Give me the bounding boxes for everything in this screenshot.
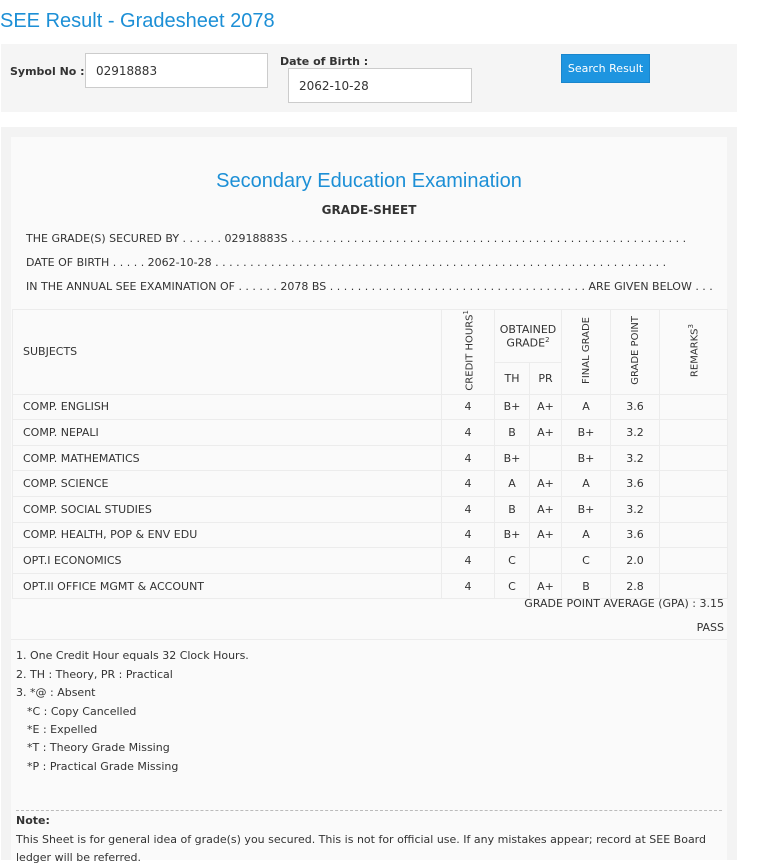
- th-cell: B+: [495, 522, 530, 548]
- remarks-cell: [660, 445, 728, 471]
- footnote-practical-missing: *P : Practical Grade Missing: [27, 760, 179, 773]
- col-credit-hours: CREDIT HOURS$^1$: [442, 310, 495, 395]
- symbol-input[interactable]: 02918883: [85, 53, 268, 88]
- secured-by-line: THE GRADE(S) SECURED BY . . . . . . 02918883S . . . . . . . . . . . . . . . . . . . . . . . . . . . . . . . . . . . . . . . . . . . . . . . . . . . . . . . . .: [26, 232, 687, 245]
- final-grade-cell: B: [562, 573, 611, 599]
- col-obtained-grade: OBTAINED GRADE$^2$: [495, 310, 562, 363]
- note-heading: Note:: [16, 814, 50, 827]
- subject-cell: COMP. NEPALI: [13, 420, 442, 446]
- th-cell: B: [495, 497, 530, 523]
- col-pr: PR: [530, 363, 562, 394]
- pr-cell: [530, 548, 562, 574]
- col-final-grade: FINAL GRADE: [562, 310, 611, 395]
- remarks-cell: [660, 522, 728, 548]
- credit-cell: 4: [442, 471, 495, 497]
- table-row: [13, 497, 728, 523]
- note-text: This Sheet is for general idea of grade(s) you secured. This is not for official use. If any mistakes appear; record at SEE Board ledger will be referred.: [16, 833, 706, 864]
- dob-label: Date of Birth :: [280, 55, 369, 68]
- grade-point-cell: 3.6: [611, 522, 660, 548]
- pr-cell: A+: [530, 522, 562, 548]
- credit-cell: 4: [442, 573, 495, 599]
- remarks-cell: [660, 548, 728, 574]
- pr-cell: [530, 445, 562, 471]
- gradesheet: [11, 137, 727, 864]
- grade-point-cell: 3.6: [611, 394, 660, 420]
- credit-cell: 4: [442, 497, 495, 523]
- credit-cell: 4: [442, 548, 495, 574]
- col-grade-point: GRADE POINT: [611, 310, 660, 395]
- credit-cell: 4: [442, 445, 495, 471]
- subject-cell: COMP. MATHEMATICS: [13, 445, 442, 471]
- grade-point-cell: 3.2: [611, 497, 660, 523]
- footnote-copy-cancelled: *C : Copy Cancelled: [27, 705, 137, 718]
- col-subjects: SUBJECTS: [13, 310, 442, 395]
- final-grade-cell: B+: [562, 420, 611, 446]
- sheet-title: GRADE-SHEET: [321, 203, 417, 217]
- footnote-credit-hour: 1. One Credit Hour equals 32 Clock Hours.: [16, 649, 249, 662]
- remarks-cell: [660, 420, 728, 446]
- table-row: [13, 420, 728, 446]
- remarks-cell: [660, 394, 728, 420]
- dob-line: DATE OF BIRTH . . . . . 2062-10-28 . . . . . . . . . . . . . . . . . . . . . . . . . . . . . . . . . . . . . . . . . . . . . . . . . . . . . . . . . . . . . . . . .: [26, 256, 667, 269]
- page-title: SEE Result - Gradesheet 2078: [0, 10, 275, 32]
- th-cell: B+: [495, 445, 530, 471]
- final-grade-cell: A: [562, 522, 611, 548]
- gradesheet-panel: [1, 127, 737, 864]
- credit-cell: 4: [442, 420, 495, 446]
- grade-point-cell: 3.2: [611, 445, 660, 471]
- table-row: [13, 445, 728, 471]
- th-cell: C: [495, 548, 530, 574]
- subject-cell: OPT.II OFFICE MGMT & ACCOUNT: [13, 573, 442, 599]
- divider: [11, 639, 727, 640]
- note-divider: [16, 810, 722, 811]
- pr-cell: A+: [530, 394, 562, 420]
- remarks-cell: [660, 471, 728, 497]
- grades-table: [12, 309, 728, 599]
- final-grade-cell: B+: [562, 445, 611, 471]
- exam-title: Secondary Education Examination: [216, 170, 522, 192]
- credit-cell: 4: [442, 522, 495, 548]
- grade-point-cell: 3.2: [611, 420, 660, 446]
- pr-cell: A+: [530, 420, 562, 446]
- pr-cell: A+: [530, 573, 562, 599]
- table-row: [13, 394, 728, 420]
- final-grade-cell: B+: [562, 497, 611, 523]
- pr-cell: A+: [530, 497, 562, 523]
- search-panel: [1, 44, 737, 112]
- final-grade-cell: A: [562, 394, 611, 420]
- table-row: [13, 573, 728, 599]
- remarks-cell: [660, 573, 728, 599]
- final-grade-cell: A: [562, 471, 611, 497]
- footnote-expelled: *E : Expelled: [27, 723, 98, 736]
- th-cell: B+: [495, 394, 530, 420]
- footnote-theory-missing: *T : Theory Grade Missing: [27, 741, 170, 754]
- table-row: [13, 548, 728, 574]
- col-remarks: REMARKS$^3$: [660, 310, 728, 395]
- pr-cell: A+: [530, 471, 562, 497]
- footnote-th-pr: 2. TH : Theory, PR : Practical: [16, 668, 173, 681]
- th-cell: B: [495, 420, 530, 446]
- grade-point-cell: 2.8: [611, 573, 660, 599]
- search-result-button[interactable]: Search Result: [561, 54, 650, 83]
- grade-point-cell: 3.6: [611, 471, 660, 497]
- table-row: [13, 522, 728, 548]
- result-status: PASS: [696, 621, 724, 634]
- footnote-absent: 3. *@ : Absent: [16, 686, 96, 699]
- credit-cell: 4: [442, 394, 495, 420]
- col-th: TH: [495, 363, 530, 394]
- subject-cell: COMP. ENGLISH: [13, 394, 442, 420]
- subject-cell: COMP. HEALTH, POP & ENV EDU: [13, 522, 442, 548]
- exam-year-line: IN THE ANNUAL SEE EXAMINATION OF . . . . . . 2078 BS . . . . . . . . . . . . . . . . . . . . . . . . . . . . . . . . . . . . . ARE GIVEN BELOW . . .: [26, 280, 713, 293]
- gpa-text: GRADE POINT AVERAGE (GPA) : 3.15: [524, 597, 724, 610]
- symbol-label: Symbol No :: [10, 65, 85, 78]
- table-row: [13, 471, 728, 497]
- remarks-cell: [660, 497, 728, 523]
- th-cell: A: [495, 471, 530, 497]
- final-grade-cell: C: [562, 548, 611, 574]
- subject-cell: COMP. SCIENCE: [13, 471, 442, 497]
- subject-cell: COMP. SOCIAL STUDIES: [13, 497, 442, 523]
- subject-cell: OPT.I ECONOMICS: [13, 548, 442, 574]
- dob-input[interactable]: 2062-10-28: [288, 68, 472, 103]
- th-cell: C: [495, 573, 530, 599]
- grade-point-cell: 2.0: [611, 548, 660, 574]
